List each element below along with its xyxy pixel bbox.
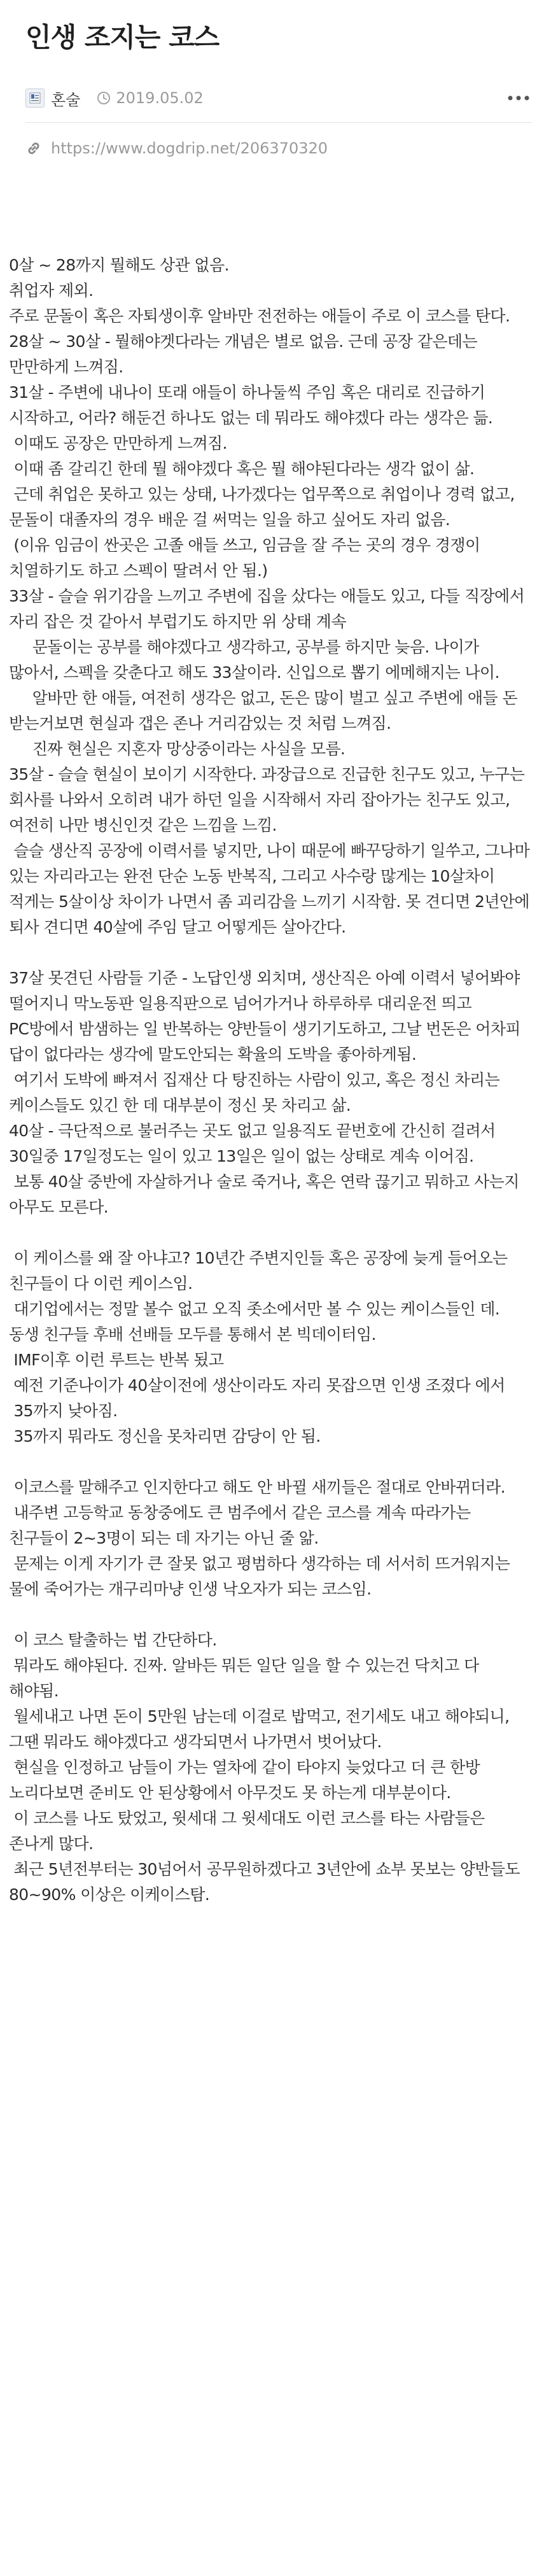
body-paragraph: IMF이후 이런 루트는 반복 됬고 xyxy=(9,1351,224,1369)
body-paragraph: 37살 못견딘 사람들 기준 - 노답인생 외치며, 생산직은 아예 이력서 넣어봐야 떨어지니 막노동판 일용직판으로 넘어가거나 하루하루 대리운전 띄고 PC방에서 밤샘하는 일 반복하는 양반들이 생기기도하고, 그날 번돈은 어차피 답이 없다라는 생각에 말도안되는 확율의 도박을 좋아하게됨. xyxy=(9,969,526,1064)
post-author[interactable]: 혼술 xyxy=(51,90,81,109)
body-paragraph: 문제는 이게 자기가 큰 잘못 없고 평범하다 생각하는 데 서서히 뜨거워지는 물에 죽어가는 개구리마냥 인생 낙오자가 되는 코스임. xyxy=(9,1554,515,1598)
blank-line xyxy=(9,1449,533,1475)
body-paragraph: 근데 취업은 못하고 있는 상태, 나가겠다는 업무쪽으로 취업이나 경력 없고, 문돌이 대졸자의 경우 배운 걸 써먹는 일을 하고 싶어도 자리 없음. xyxy=(9,485,520,529)
body-paragraph: 대기업에서는 정말 볼수 없고 오직 좃소에서만 볼 수 있는 케이스들인 데. 동생 친구들 후배 선배들 모두를 통해서 본 빅데이터임. xyxy=(9,1300,505,1344)
post-title: 인생 조지는 코스 xyxy=(25,22,220,53)
body-paragraph: 이 코스 탈출하는 법 간단하다. xyxy=(9,1631,217,1649)
body-paragraph: 현실을 인정하고 남들이 가는 열차에 같이 타야지 늦었다고 더 큰 한방 노리다보면 준비도 안 된상황에서 아무것도 못 하는게 대부분이다. xyxy=(9,1758,485,1802)
post-meta xyxy=(25,85,533,111)
body-paragraph: 31살 - 주변에 내나이 또래 애들이 하나둘씩 주임 혹은 대리로 진급하기 시작하고, 어라? 해둔건 하나도 없는 데 뭐라도 해야겠다 라는 생각은 듦. xyxy=(9,383,493,427)
body-paragraph: 슬슬 생산직 공장에 이력서를 넣지만, 나이 때문에 빠꾸당하기 일쑤고, 그나마 있는 자리라고는 완전 단순 노동 반복직, 그리고 사수랑 많게는 10살차이 적게는 5살이상 차이가 나면서 좀 괴리감을 느끼기 시작함. 못 견디면 2년안에 퇴사 견디면 40살에 주임 달고 어떻게든 살아간다. xyxy=(9,841,534,936)
body-paragraph: 33살 - 슬슬 위기감을 느끼고 주변에 집을 샀다는 애들도 있고, 다들 직장에서 자리 잡은 것 같아서 부럽기도 하지만 위 상태 계속 xyxy=(9,587,529,631)
body-paragraph: 이코스를 말해주고 인지한다고 해도 안 바뀔 새끼들은 절대로 안바뀌더라. xyxy=(9,1478,505,1496)
body-paragraph: 보통 40살 중반에 자살하거나 술로 죽거나, 혹은 연락 끊기고 뭐하고 사는지 아무도 모른다. xyxy=(9,1172,524,1216)
body-paragraph: 취업자 제외. xyxy=(9,281,94,300)
blank-line xyxy=(9,940,533,966)
body-paragraph: 35까지 뭐라도 정신을 못차리면 감당이 안 됨. xyxy=(9,1427,321,1446)
body-paragraph: 35살 - 슬슬 현실이 보이기 시작한다. 과장급으로 진급한 친구도 있고, 누구는 회사를 나와서 오히려 내가 하던 일을 시작해서 자리 잡아가는 친구도 있고, 여전히 나만 병신인것 같은 느낌을 느낌. xyxy=(9,765,529,834)
source-link-row xyxy=(25,139,533,157)
meta-divider xyxy=(25,122,533,123)
post-body xyxy=(0,253,558,1908)
body-paragraph: 이 코스를 나도 탔었고, 윗세대 그 윗세대도 이런 코스를 타는 사람들은 존나게 많다. xyxy=(9,1809,489,1853)
more-options-icon[interactable] xyxy=(505,87,533,109)
clock-icon xyxy=(97,91,111,105)
body-paragraph: 알바만 한 애들, 여전히 생각은 없고, 돈은 많이 벌고 싶고 주변에 애들 돈 받는거보면 현실과 갭은 존나 거리감있는 것 처럼 느껴짐. xyxy=(9,689,522,733)
body-paragraph: 여기서 도박에 빠져서 집재산 다 탕진하는 사람이 있고, 혹은 정신 차리는 케이스들도 있긴 한 데 대부분이 정신 못 차리고 삶. xyxy=(9,1071,505,1115)
body-paragraph: 뭐라도 해야된다. 진짜. 알바든 뭐든 일단 일을 할 수 있는건 닥치고 다 해야됨. xyxy=(9,1656,484,1700)
post-date: 2019.05.02 xyxy=(116,89,204,107)
blank-line xyxy=(9,1602,533,1628)
body-paragraph: 이 케이스를 왜 잘 아냐고? 10년간 주변지인들 혹은 공장에 늦게 들어오는 친구들이 다 이런 케이스임. xyxy=(9,1249,512,1293)
body-paragraph: 이때도 공장은 만만하게 느껴짐. xyxy=(9,434,227,453)
body-paragraph: 문돌이는 공부를 해야겠다고 생각하고, 공부를 하지만 늦음. 나이가 많아서, 스펙을 갖춘다고 해도 33살이라. 신입으로 뽑기 에메해지는 나이. xyxy=(9,638,499,682)
body-paragraph: 40살 - 극단적으로 불러주는 곳도 없고 일용직도 끝번호에 간신히 걸려서 30일중 17일정도는 일이 있고 13일은 일이 없는 상태로 계속 이어짐. xyxy=(9,1122,500,1165)
body-paragraph: 내주변 고등학교 동창중에도 큰 범주에서 같은 코스를 계속 따라가는 친구들이 2~3명이 되는 데 자기는 아닌 줄 앎. xyxy=(9,1503,475,1547)
source-link[interactable]: https://www.dogdrip.net/206370320 xyxy=(51,139,328,157)
body-paragraph: (이유 임금이 싼곳은 고졸 애들 쓰고, 임금을 잘 주는 곳의 경우 경쟁이 치열하기도 하고 스펙이 딸려서 안 됨.) xyxy=(9,536,485,580)
link-icon xyxy=(25,140,42,157)
body-paragraph: 월세내고 나면 돈이 5만원 남는데 이걸로 밥먹고, 전기세도 내고 해야되니, 그땐 뭐라도 해야겠다고 생각되면서 나가면서 벗어났다. xyxy=(9,1707,514,1751)
body-paragraph: 진짜 현실은 지혼자 망상중이라는 사실을 모름. xyxy=(9,740,345,758)
body-paragraph: 35까지 낮아짐. xyxy=(9,1402,118,1420)
body-paragraph: 이때 좀 갈리긴 한데 뭘 해야겠다 혹은 뭘 해야된다라는 생각 없이 삶. xyxy=(9,460,475,478)
body-paragraph: 최근 5년전부터는 30넘어서 공무원하겠다고 3년안에 쇼부 못보는 양반들도 80~90% 이상은 이케이스탐. xyxy=(9,1860,525,1904)
body-paragraph: 0살 ~ 28까지 뭘해도 상관 없음. xyxy=(9,256,229,274)
blank-line xyxy=(9,1220,533,1246)
user-avatar-icon[interactable] xyxy=(25,88,45,108)
body-paragraph: 주로 문돌이 혹은 자퇴생이후 알바만 전전하는 애들이 주로 이 코스를 탄다. xyxy=(9,307,510,325)
body-paragraph: 28살 ~ 30살 - 뭘해야겟다라는 개념은 별로 없음. 근데 공장 같은데는 만만하게 느껴짐. xyxy=(9,332,482,376)
body-paragraph: 예전 기준나이가 40살이전에 생산이라도 자리 못잡으면 인생 조졌다 에서 xyxy=(9,1376,505,1395)
